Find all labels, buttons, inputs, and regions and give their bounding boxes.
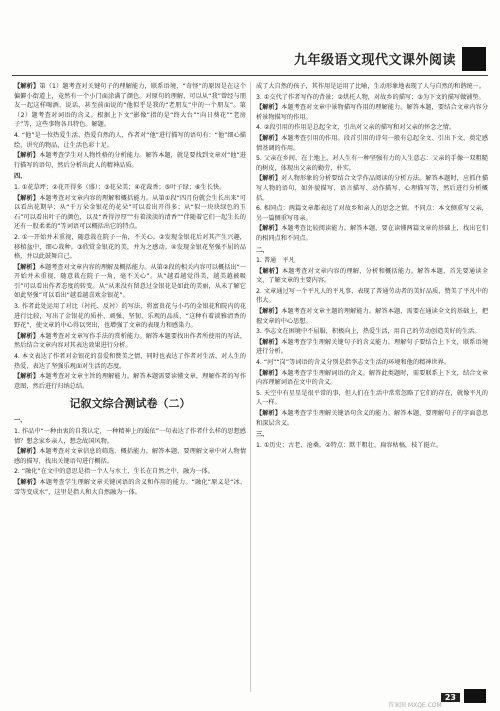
analysis-paragraph — [14, 447, 246, 466]
paragraph-text: 本题考查学生理解关键语句含义的能力。解答本题，要理解句子的字面意思和深层含义。 — [256, 410, 489, 427]
paragraph-text: 第（1）题考查对关键句子的理解能力，联系语境，“奇怪”的原因是在这个偏僻小街道上，竟然有一个小门面涂满了颜色。对原句的理解，可以从“我”曾经与朋友一起这样喝酒、说话、甚至前面说的“他似乎是我的“老朋友”中的一个朋友”。第（2）题考查对词语的含义。根据上下文“影像”指的是“终大台”“向日葵花”“老房子”等，这些事物各具特色。解题。 — [14, 83, 247, 129]
paragraph-text: 3. 作者此处运用了对比（衬托、反衬）的写法，将富贵花与小巧的金银花和院内的花进行比较，写出了金银花的质朴、顽强、坚韧、乐观的品质，“这种有着淡雅清香的野花”，使文章的中心得以突出，也增强了文章的表现力和感染力。 — [14, 303, 246, 330]
paragraph-text: 本题考查引用的作用。段首引用的诗句一般有总起全文、引出下文、奠定感情基调的作用。 — [256, 134, 489, 152]
paragraph-text: 本题考查对文章内容的理解和概括能力。从第①段“四月份就会生长出来”可以看出花期早；从“千万朵金银花的花朵”可以看出开得多；从“似一块块绿色的玉石”可以看出叶子的颜色，以及“香得淳厚”“有着淡淡的清香”“伴随着它们一起生长的还有一股柔柔的”等词语可以概括出它的特点。 — [14, 194, 246, 231]
analysis-tag: 【解析】 — [14, 448, 40, 456]
paragraph-text: 本题考查对文章中景物描写作用的理解能力。解答本题，要结合文章内容分析景物描写的作用。 — [256, 104, 489, 121]
paragraph-text: 四、 — [14, 173, 27, 181]
answer-paragraph — [14, 183, 246, 193]
right-column — [256, 82, 488, 451]
paragraph-text: 对人物形象的分析要结合文学作品阅读的分析方法。解答本题时，应抓住描写人物的语句，如外貌描写、语言描写、动作描写、心理描写等，然后进行分析概括。 — [256, 175, 489, 202]
header-rule — [12, 75, 488, 76]
analysis-tag: 【解析】 — [14, 263, 39, 271]
answer-paragraph — [14, 131, 246, 150]
analysis-tag: 【解析】 — [256, 175, 282, 183]
analysis-paragraph — [256, 174, 488, 203]
page-header-title: 九年级语文现代文课外阅读 — [293, 53, 456, 68]
paragraph-text: 本题考查学生理解词语的含义。解答此类题时，需要联系上下文，结合文章内容理解词语在文中的含义。 — [256, 369, 489, 387]
answer-paragraph — [256, 93, 488, 103]
analysis-paragraph — [256, 134, 488, 153]
paragraph-text: 本题考查对文章写作手法的赏析能力。解答本题要找出作者所使用的写法，然后结合文章内容对其表达效果进行分析。 — [14, 332, 247, 350]
paragraph-text: 本题考查对文章内容的理解、分析和概括能力。解答本题，首先要通读全文，了解文章的主要内容。 — [256, 267, 489, 285]
answer-paragraph — [256, 327, 488, 337]
answer-paragraph — [256, 154, 488, 173]
analysis-tag: 【解析】 — [14, 152, 40, 160]
answer-paragraph — [256, 441, 488, 451]
analysis-paragraph — [14, 194, 246, 232]
answer-paragraph — [256, 358, 488, 368]
analysis-tag: 【解析】 — [14, 373, 40, 381]
section-number — [14, 172, 246, 182]
answer-paragraph — [14, 427, 246, 446]
paragraph-text: 3. 李志文在困境中不屈服，积极向上，热爱生活，用自己的劳动创造美好的生活。 — [256, 328, 481, 336]
analysis-paragraph — [256, 224, 488, 243]
paragraph-text: 2. ①一开始并未重视，随意栽在院子一角，不关心。②发现金银花后对其产生兴趣，移植盆中，细心栽种。③欣赏金银花的美，并为之感动。④发现金银花坚强不屈的品格，并以此鼓舞自己。 — [14, 233, 246, 261]
analysis-paragraph — [14, 263, 246, 301]
paragraph-text: 本题考查比较阅读能力。解答本题，要在读懂两篇文章的基础上，找出它们的相同点和不同点。 — [256, 225, 489, 242]
analysis-tag: 【解析】 — [14, 83, 40, 90]
answer-paragraph — [14, 467, 246, 477]
analysis-paragraph — [14, 82, 246, 130]
section-number — [256, 430, 488, 440]
paragraph-text: 二、 — [256, 246, 269, 254]
paragraph-text: 6. 相同点：两篇文章都表达了对故乡和亲人的思念之情。不同点：本文侧重写父亲，另一篇侧重写母亲。 — [256, 205, 488, 222]
analysis-tag: 【解析】 — [256, 104, 282, 112]
paragraph-text: 本题考查对文章主题的理解能力。解答本题，需要在通读全文的基础上，把握文章的中心思想。 — [256, 308, 489, 325]
analysis-tag: 【解析】 — [256, 267, 282, 275]
answer-paragraph — [256, 287, 488, 306]
header-decoration-block — [462, 47, 486, 71]
section-number: 一、 — [14, 417, 27, 425]
analysis-tag: 【解析】 — [256, 308, 282, 316]
paragraph-text: 5. 天空中有星星是很平常的事，但人们在生活中常常忽略了它们的存在，就像平凡的人一样。 — [256, 389, 488, 407]
analysis-tag: 【解析】 — [256, 410, 282, 417]
answer-paragraph — [256, 82, 488, 92]
answer-paragraph — [14, 352, 246, 371]
page-number: 23 — [441, 693, 460, 702]
analysis-tag: 【解析】 — [256, 134, 282, 142]
exam-title: 记叙文综合测试卷（二） — [69, 397, 191, 411]
analysis-tag: 【解析】 — [14, 194, 40, 202]
paragraph-text: 本题考查学生理解关键句子的含义能力。理解句子要结合上下文，联系语境进行分析。 — [256, 338, 489, 356]
answer-paragraph — [256, 204, 488, 223]
analysis-paragraph — [256, 338, 488, 357]
answer-paragraph — [14, 302, 246, 331]
analysis-tag: 【解析】 — [256, 225, 282, 233]
corner-decoration-block — [464, 689, 486, 703]
paragraph-text: 本题考查学生理解文章关键词语的含义和作用的能力。“融化”原义是“冰、雪等变成水”，这里是指人和大自然融为一体。 — [14, 478, 247, 496]
left-column — [14, 82, 246, 498]
paragraph-text: 2. “融化”在文中的意思是指一个人与水土、生长在自然之中，融为一体。 — [14, 468, 214, 476]
paragraph-text: 1. ①历史；古老、沧桑。②特点：默干粗壮，扁容枯槁，枝丫挺立。 — [256, 441, 443, 449]
paragraph-text: 三、 — [256, 431, 269, 439]
analysis-paragraph — [256, 307, 488, 326]
analysis-tag: 【解析】 — [14, 478, 40, 486]
answer-paragraph — [256, 389, 488, 408]
analysis-paragraph — [14, 372, 246, 391]
paragraph-text: 1. 作品中“一种由衷的自我认定，一种精神上的皈依”一句表达了作者什么样的思想感情？想念家乡亲人，想念故国风物。 — [14, 428, 246, 445]
analysis-paragraph — [14, 332, 246, 351]
paragraph-text: 本题考查对文章内容的理解及概括能力。从第②段的相关内容可以概括出“一开始并未重视，随意栽在院子一角，毫不关心”。从“越看越觉得美，越美越被吸引”可以看出作者态度的转变。从“从来没有留意过金银花是如此的美丽，从未了解它如此坚强”可以看出“越看越喜欢金银花”。 — [14, 263, 246, 300]
paragraph-text: 1. 普通 平凡 — [256, 257, 295, 265]
paragraph-text: 5. 父亲在乡间、在土地上，对人生有一种坚强有力的人生意志：父亲的手像一双粗糙的树皮，体现出父亲的勤劳、朴实。 — [256, 155, 488, 172]
paragraph-text: 本题考查对文章主旨的理解能力。解答本题需要读懂文章，理解作者的写作意图，然后进行归纳总结。 — [14, 373, 247, 390]
paragraph-text: 4. ②段引用的作用是总起全文，引出对父亲的描写和对父亲的怀念之情。 — [256, 124, 456, 132]
analysis-tag: 【解析】 — [256, 369, 282, 377]
paragraph-text: 本题考查学生对人物性格的分析能力。解答本题，就是要找到文章对“他”进行描写的语句，然后分析出此人的精神品质。 — [14, 152, 246, 169]
analysis-paragraph — [14, 478, 246, 497]
analysis-paragraph — [14, 151, 246, 170]
analysis-paragraph — [256, 369, 488, 388]
column-divider — [250, 82, 251, 692]
paragraph-text: 成了大自然的孩子，其作用是运用了比喻，生动形象地表现了人与自然的和谐统一。 — [256, 83, 485, 90]
paragraph-text: 4. “他”是一位热爱生活、热爱自然的人，作者对“他”进行描写的语句有：“他”细心描绘，讲究的物品，让生活色彩十足。 — [14, 131, 246, 149]
paragraph-text: 4. “河”“岗”等词语的含义分别是指李志文生活的环境和他的精神世界。 — [256, 359, 450, 367]
analysis-tag: 【解析】 — [256, 338, 282, 346]
analysis-tag: 【解析】 — [14, 332, 40, 340]
paragraph-text: 1. ①花草坪；②花开得多（盛）；③花朵美；④花裁香；⑤叶子绿；⑥生长快。 — [14, 183, 226, 191]
analysis-paragraph — [256, 103, 488, 122]
analysis-paragraph — [256, 267, 488, 286]
section-number — [256, 246, 488, 256]
paragraph-text: 2. 文章通过写一个平凡人的平凡事，表现了普通劳动者的美好品质，赞美了平凡中的伟大。 — [256, 287, 488, 305]
watermark: 答案圈 MXQE.COM — [388, 702, 442, 709]
answer-paragraph — [14, 233, 246, 262]
paragraph-text: 4. 本文表达了作者对金银花的喜爱和赞美之情，同时也表达了作者对生活、对人生的热爱，表达了坚强乐观面对生活的态度。 — [14, 353, 246, 370]
paragraph-text: 本题考查对文章信息的筛选、概括能力。解答本题，要理解文章中对人物情感的描写，找出关键语句进行概括。 — [14, 448, 247, 465]
answer-paragraph — [256, 123, 488, 133]
paragraph-text: 3. ①交代了作者写作的背景；②烘托人物，对故乡的描写；③为下文的描写做铺垫。 — [256, 93, 485, 101]
analysis-paragraph — [256, 409, 488, 428]
answer-paragraph — [256, 256, 488, 266]
